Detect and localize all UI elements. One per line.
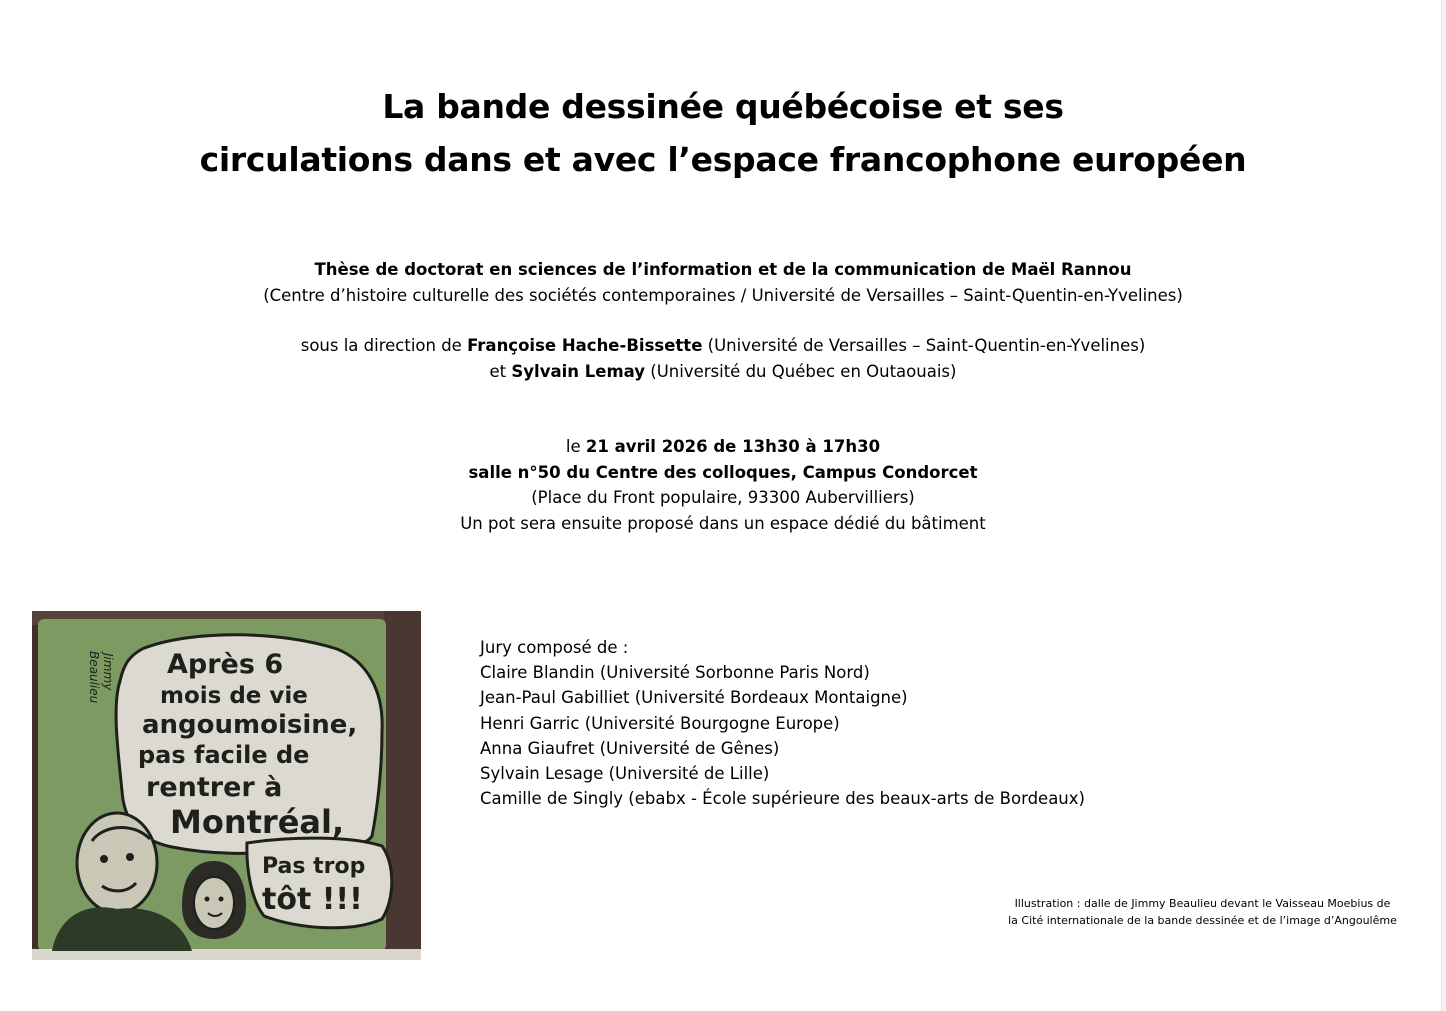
speech-tail-line-1: Pas trop [262,854,366,879]
supervision-line-2 [0,359,1446,385]
illustration-caption [1000,895,1405,929]
jury-member: Sylvain Lesage (Université de Lille) [480,764,770,784]
supervision-info [0,333,1446,384]
director-1-name: Françoise Hache-Bissette [467,336,703,355]
page-title [0,80,1446,186]
jury-member: Anna Giaufret (Université de Gênes) [480,738,780,758]
speech-line-3: angoumoisine, [142,710,358,740]
director-2-affiliation: (Université du Québec en Outaouais) [645,361,957,381]
signature-text: Jimmy [101,653,115,691]
event-date-prefix: le [565,437,586,456]
thesis-info [0,257,1446,308]
speech-line-4: pas facile de [138,741,310,769]
jury-member: Jean-Paul Gabilliet (Université Bordeaux Montaigne) [480,688,908,708]
man-eye-right [126,853,134,861]
woman-face [194,877,234,929]
supervision-line-1 [0,333,1446,359]
speech-tail-line-2: tôt !!! [262,882,363,917]
speech-line-1: Après 6 [167,649,284,680]
event-reception: Un pot sera ensuite proposé dans un espace dédié du bâtiment [460,513,986,533]
woman-eye-right [219,897,224,902]
title-line-2: circulations dans et avec l’espace francophone européen [199,140,1247,179]
speech-line-2: mois de vie [160,683,308,709]
man-eye-left [100,855,108,863]
jury-member: Camille de Singly (ebabx - École supérieure des beaux-arts de Bordeaux) [480,789,1085,809]
thesis-lab: (Centre d’histoire culturelle des sociétés contemporaines / Université de Versailles – Saint-Quentin-en-Yvelines) [263,285,1183,305]
event-date: 21 avril 2026 de 13h30 à 17h30 [585,437,881,456]
paving-right [384,611,421,960]
woman-eye-left [205,897,210,902]
jury-heading: Jury composé de : [480,638,629,657]
director-2-name: Sylvain Lemay [511,361,646,381]
event-venue: salle n°50 du Centre des colloques, Campus Condorcet [468,462,978,482]
supervision-prefix: sous la direction de [300,336,468,355]
jury-member: Claire Blandin (Université Sorbonne Paris Nord) [480,663,870,683]
illustration-photo [32,611,421,960]
jury-list [480,635,1085,811]
jury-member: Henri Garric (Université Bourgogne Europe) [480,713,840,733]
caption-line-1: Illustration : dalle de Jimmy Beaulieu devant le Vaisseau Moebius de [1014,897,1391,910]
event-date-line [0,434,1446,460]
speech-line-6: Montréal, [170,803,345,841]
supervision-and: et [489,361,512,381]
event-info [0,434,1446,536]
drawn-face-woman [182,861,246,939]
title-line-1: La bande dessinée québécoise et ses [382,87,1064,126]
signature-text-b: Beaulieu [87,651,101,704]
thesis-description: Thèse de doctorat en sciences de l’information et de la communication de Maël Rannou [314,260,1132,279]
caption-line-2: la Cité internationale de la bande dessinée et de l’image d’Angoulême [1008,914,1397,927]
director-1-affiliation: (Université de Versailles – Saint-Quentin-en-Yvelines) [702,336,1146,355]
speech-line-5: rentrer à [146,772,283,803]
event-address: (Place du Front populaire, 93300 Aubervilliers) [531,488,915,507]
